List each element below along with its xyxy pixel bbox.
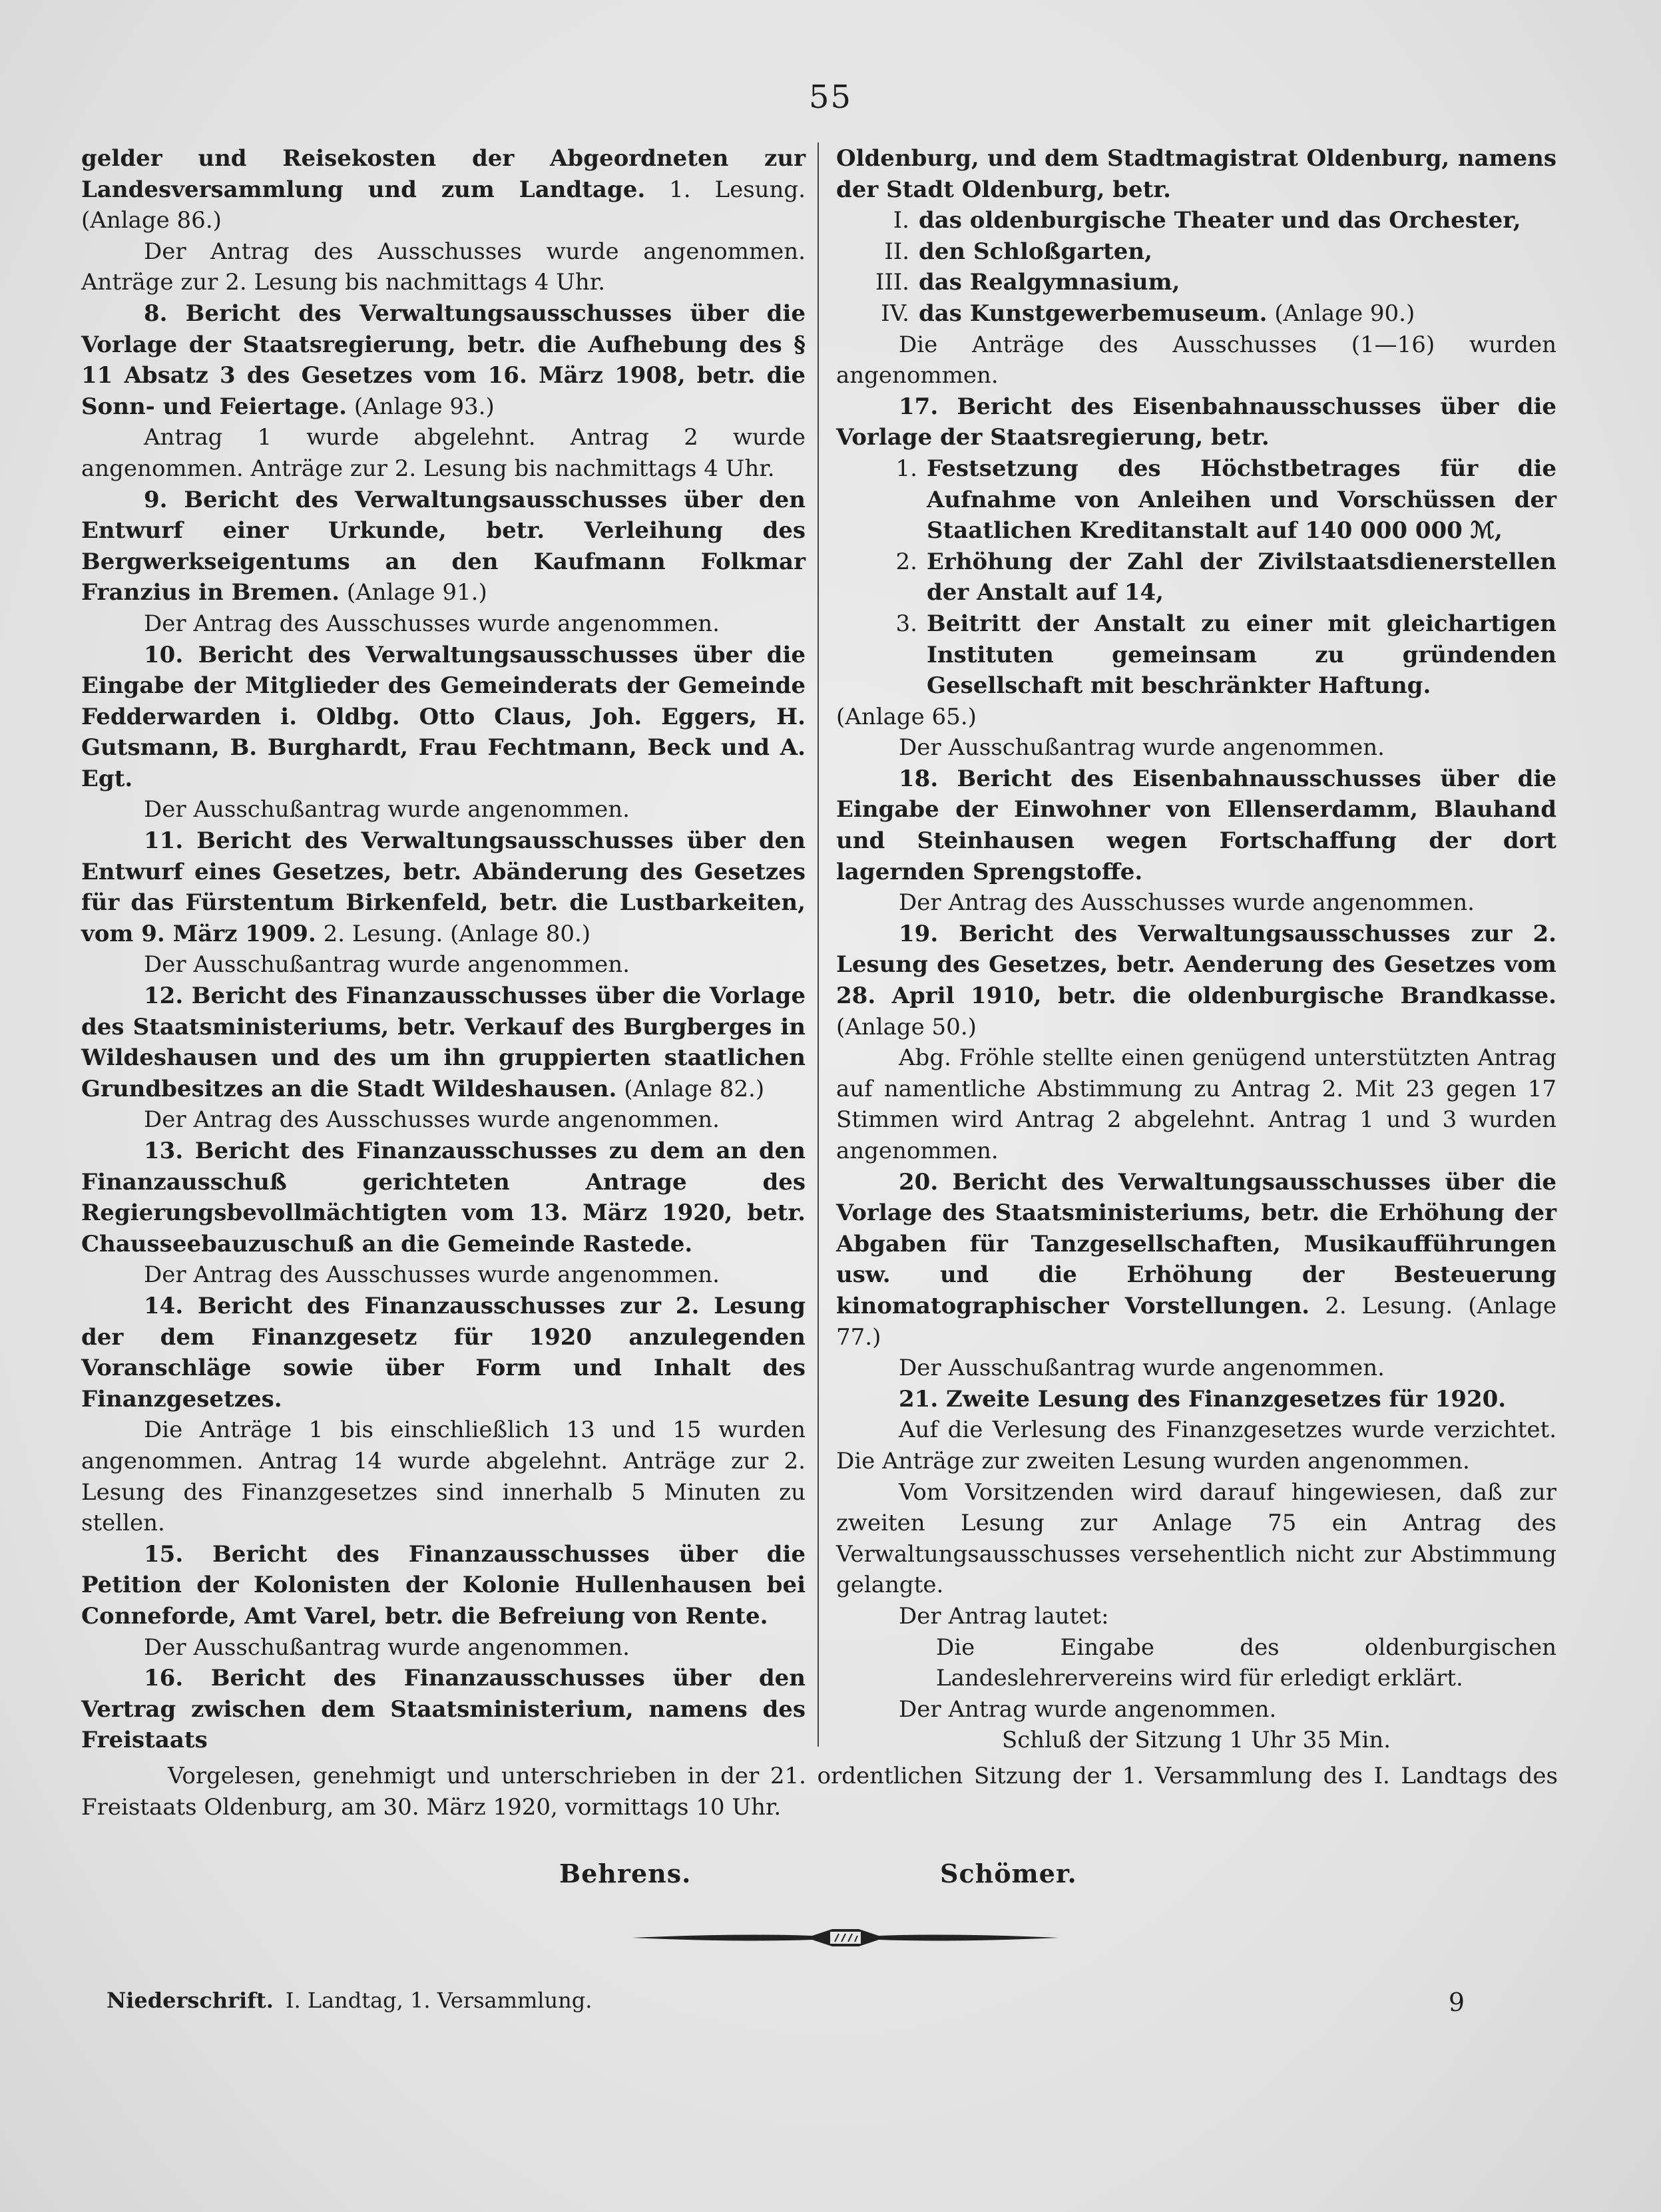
agenda-item-14: 14. Bericht des Finanzausschusses zur 2. Lesung der dem Finanzgesetz für 1920 anzulegenden Voranschläge sowie über Form und Inhalt des Finanzgesetzes. [81, 1292, 806, 1413]
paragraph: Der Ausschußantrag wurde angenommen. [899, 734, 1385, 762]
footer-title: Niederschrift. [107, 1988, 274, 2013]
sheet-number: 9 [1448, 1988, 1465, 2017]
agenda-item-12: 12. Bericht des Finanzausschusses über die Vorlage des Staatsministeriums, betr. Verkauf des Burgberges in Wildeshausen und des um ihn gruppierten staatlichen Grundbesitzes an die Stadt Wildeshausen. (Anlage 82.) [81, 983, 806, 1102]
agenda-item-10: 10. Bericht des Verwaltungsausschusses über die Eingabe der Mitglieder des Gemeinderats der Gemeinde Fedderwarden i. Oldbg. Otto Claus, Joh. Eggers, H. Gutsmann, B. Burghardt, Frau Fechtmann, Beck und A. Egt. [81, 641, 806, 792]
paragraph: Der Antrag des Ausschusses wurde angenommen. [144, 1106, 720, 1134]
paragraph: Der Ausschußantrag wurde angenommen. [144, 951, 630, 979]
session-end: Schluß der Sitzung 1 Uhr 35 Min. [1001, 1727, 1391, 1754]
list-item: I. das oldenburgische Theater und das Orchester, [893, 207, 1521, 234]
paragraph: Der Ausschußantrag wurde angenommen. [144, 796, 630, 823]
paragraph: Abg. Fröhle stellte einen genügend unterstützten Antrag auf namentliche Abstimmung zu Antrag 2. Mit 23 gegen 17 Stimmen wird Antrag 2 abgelehnt. Antrag 1 und 3 wurden angenommen. [836, 1044, 1556, 1164]
left-column [81, 143, 806, 1756]
agenda-item-20: 20. Bericht des Verwaltungsausschusses über die Vorlage des Staatsministeriums, betr. die Erhöhung der Abgaben für Tanzgesellschaften, Musikaufführungen usw. und die Erhöhung der Besteuerung kinomatographischer Vorstellungen. 2. Lesung. (Anlage 77.) [836, 1168, 1556, 1351]
right-column [836, 143, 1556, 1756]
paragraph: (Anlage 65.) [836, 703, 977, 730]
paragraph: Der Antrag des Ausschusses wurde angenommen. [144, 1261, 720, 1289]
paragraph: Auf die Verlesung des Finanzgesetzes wurde verzichtet. Die Anträge zur zweiten Lesung wurden angenommen. [836, 1417, 1556, 1474]
list-item: III. das Realgymnasium, [875, 269, 1180, 296]
paragraph: Die Anträge des Ausschusses (1—16) wurden angenommen. [836, 331, 1556, 389]
paragraph: Der Ausschußantrag wurde angenommen. [899, 1355, 1385, 1382]
agenda-item-21: 21. Zweite Lesung des Finanzgesetzes für 1920. [899, 1385, 1507, 1413]
page-number: 55 [808, 79, 853, 116]
agenda-item-11: 11. Bericht des Verwaltungsausschusses über den Entwurf eines Gesetzes, betr. Abänderung des Gesetzes für das Fürstentum Birkenfeld, betr. die Lustbarkeiten, vom 9. März 1909. 2. Lesung. (Anlage 80.) [81, 827, 806, 947]
paragraph: Der Antrag des Ausschusses wurde angenommen. Anträge zur 2. Lesung bis nachmittags 4 Uhr. [81, 238, 806, 296]
page-footer [107, 1988, 1465, 2017]
paragraph: Oldenburg, und dem Stadtmagistrat Oldenburg, namens der Stadt Oldenburg, betr. [836, 145, 1556, 203]
agenda-item-16: 16. Bericht des Finanzausschusses über den Vertrag zwischen dem Staatsministerium, namens des Freistaats [81, 1665, 806, 1754]
agenda-item-9: 9. Bericht des Verwaltungsausschusses über den Entwurf einer Urkunde, betr. Verleihung des Bergwerkseigentums an den Kaufmann Folkmar Franzius in Bremen. (Anlage 91.) [81, 486, 806, 606]
list-item: IV. das Kunstgewerbemuseum. (Anlage 90.) [881, 300, 1415, 327]
paragraph: Vom Vorsitzenden wird darauf hingewiesen, daß zur zweiten Lesung zur Anlage 75 ein Antrag des Verwaltungsausschusses versehentlich nicht zur Abstimmung gelangte. [836, 1478, 1556, 1599]
agenda-item-19: 19. Bericht des Verwaltungsausschusses zur 2. Lesung des Gesetzes, betr. Aenderung des Gesetzes vom 28. April 1910, betr. die oldenburgische Brandkasse. (Anlage 50.) [836, 920, 1556, 1040]
list-item: 3. Beitritt der Anstalt zu einer mit gleichartigen Instituten gemeinsam zu gründenden Gesellschaft mit beschränkter Haftung. [895, 610, 1556, 700]
paragraph: Der Antrag lautet: [899, 1602, 1109, 1630]
list-item: 1. Festsetzung des Höchstbetrages für die Aufnahme von Anleihen und Vorschüssen der Staatlichen Kreditanstalt auf 140 000 000 ℳ, [895, 455, 1556, 545]
paragraph: Die Anträge 1 bis einschließlich 13 und 15 wurden angenommen. Antrag 14 wurde abgelehnt. Anträge zur 2. Lesung des Finanzgesetzes sind innerhalb 5 Minuten zu stellen. [81, 1417, 806, 1537]
agenda-item-17: 17. Bericht des Eisenbahnausschusses über die Vorlage der Staatsregierung, betr. [836, 393, 1556, 451]
paragraph: Der Antrag des Ausschusses wurde angenommen. [899, 889, 1475, 917]
paragraph: Antrag 1 wurde abgelehnt. Antrag 2 wurde angenommen. Anträge zur 2. Lesung bis nachmittags 4 Uhr. [81, 424, 806, 482]
closing-statement: Vorgelesen, genehmigt und unterschrieben in der 21. ordentlichen Sitzung der 1. Versammlung des I. Landtags des Freistaats Oldenburg, am 30. März 1920, vormittags 10 Uhr. [81, 1763, 1558, 1821]
agenda-item-15: 15. Bericht des Finanzausschusses über die Petition der Kolonisten der Kolonie Hullenhausen bei Conneforde, Amt Varel, betr. die Befreiung von Rente. [81, 1540, 806, 1630]
paragraph: gelder und Reisekosten der Abgeordneten zur Landesversammlung und zum Landtage. 1. Lesung. (Anlage 86.) [81, 145, 806, 234]
footer-subtitle: I. Landtag, 1. Versammlung. [285, 1988, 593, 2013]
paragraph: Der Antrag des Ausschusses wurde angenommen. [144, 610, 720, 637]
quoted-motion: Die Eingabe des oldenburgischen Landeslehrervereins wird für erledigt erklärt. [936, 1634, 1556, 1692]
list-item: II. den Schloßgarten, [884, 238, 1152, 265]
column-divider [818, 142, 819, 1747]
agenda-item-13: 13. Bericht des Finanzausschusses zu dem an den Finanzausschuß gerichteten Antrage des Regierungsbevollmächtigten vom 13. März 1920, betr. Chausseebauzuschuß an die Gemeinde Rastede. [81, 1138, 806, 1257]
agenda-item-8: 8. Bericht des Verwaltungsausschusses über die Vorlage der Staatsregierung, betr. die Aufhebung des § 11 Absatz 3 des Gesetzes vom 16. März 1908, betr. die Sonn- und Feiertage. (Anlage 93.) [81, 300, 806, 420]
signature-behrens: Behrens. [559, 1859, 692, 1888]
list-item: 2. Erhöhung der Zahl der Zivilstaatsdienerstellen der Anstalt auf 14, [895, 548, 1556, 606]
agenda-item-18: 18. Bericht des Eisenbahnausschusses über die Eingabe der Einwohner von Ellenserdamm, Blauhand und Steinhausen wegen Fortschaffung der dort lagernden Sprengstoffe. [836, 765, 1556, 885]
paragraph: Der Ausschußantrag wurde angenommen. [144, 1634, 630, 1661]
ornament-divider-icon [632, 1921, 1059, 1954]
signature-schoemer: Schömer. [940, 1859, 1077, 1888]
paragraph: Der Antrag wurde angenommen. [899, 1695, 1277, 1723]
